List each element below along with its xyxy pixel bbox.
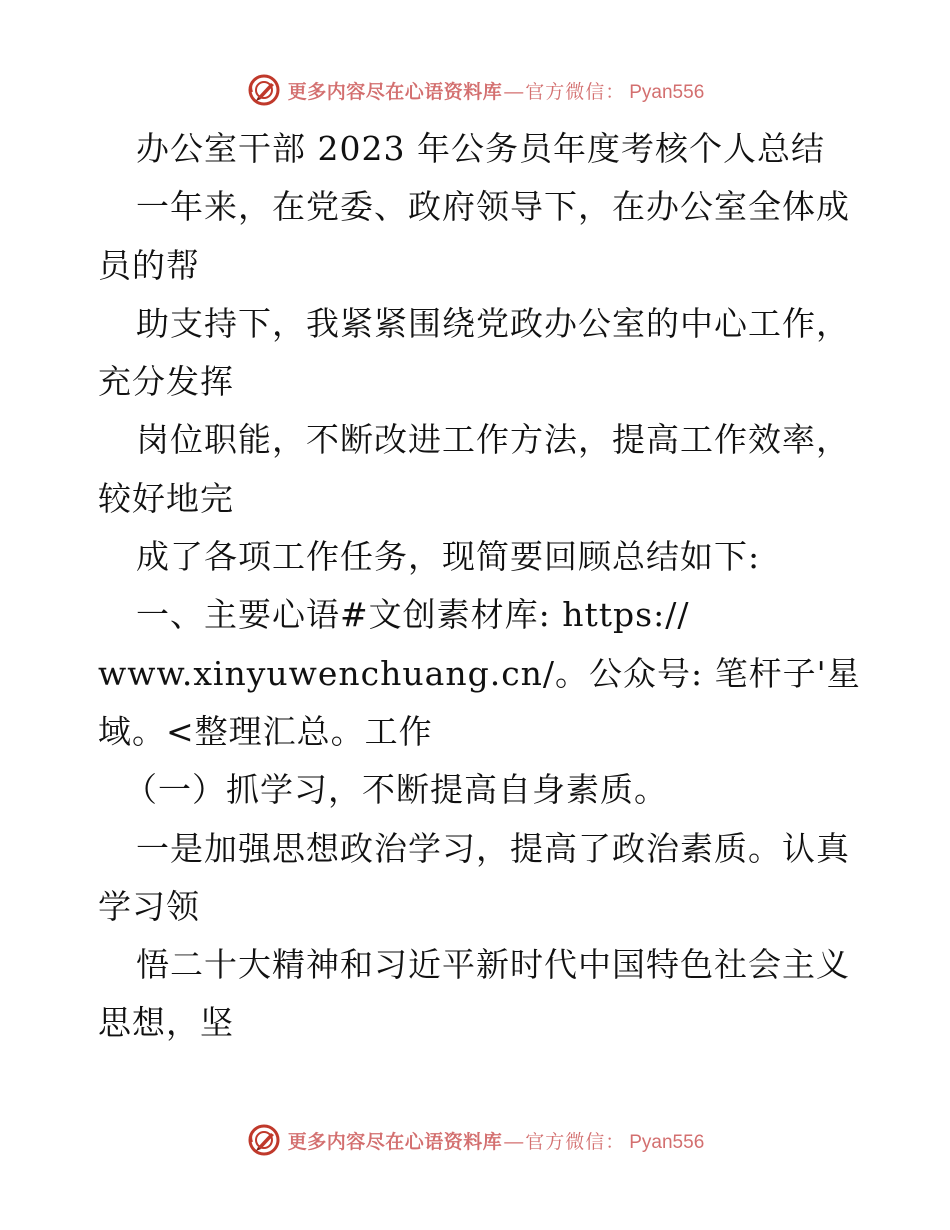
- paragraph-line: 充分发挥: [98, 362, 234, 402]
- paragraph-line: 员的帮: [98, 245, 200, 285]
- header-banner-dash: —: [504, 81, 524, 103]
- footer-banner-dash: —: [504, 1131, 524, 1153]
- paragraph-line: 一年来，在党委、政府领导下，在办公室全体成: [136, 187, 850, 227]
- footer-banner-main-text: 更多内容尽在心语资料库: [287, 1130, 503, 1153]
- paragraph-line: 成了各项工作任务，现简要回顾总结如下:: [136, 537, 761, 577]
- footer-banner-wechat-label: 官方微信：: [525, 1130, 626, 1153]
- paragraph-line: 助支持下，我紧紧围绕党政办公室的中心工作，: [136, 303, 850, 343]
- paragraph-line: 域。<整理汇总。工作: [98, 711, 433, 751]
- document-body: [98, 120, 861, 1053]
- header-banner-main-text: 更多内容尽在心语资料库: [287, 80, 503, 103]
- paragraph-line-url: www.xinyuwenchuang.cn/。公众号: 笔杆子'星: [98, 653, 861, 693]
- footer-banner-wechat-id: Pyan556: [629, 1131, 705, 1153]
- header-banner: [0, 68, 950, 112]
- section-heading-line: 一、主要心语#文创素材库: https://: [136, 595, 690, 635]
- paragraph-line: 一是加强思想政治学习，提高了政治素质。认真: [136, 828, 850, 868]
- paragraph-line: 较好地完: [98, 478, 234, 518]
- subsection-heading: （一）抓学习，不断提高自身素质。: [124, 770, 668, 810]
- pen-nib-circle-logo-icon: [246, 72, 282, 108]
- pen-nib-circle-logo-icon: [246, 1122, 282, 1158]
- paragraph-line: 岗位职能，不断改进工作方法，提高工作效率，: [136, 420, 850, 460]
- paragraph-line: 悟二十大精神和习近平新时代中国特色社会主义: [136, 945, 850, 985]
- paragraph-line: 学习领: [98, 886, 200, 926]
- document-title: 办公室干部 2023 年公务员年度考核个人总结: [136, 129, 825, 168]
- footer-banner-text: [288, 1127, 705, 1154]
- header-banner-wechat-id: Pyan556: [629, 81, 705, 103]
- header-banner-wechat-label: 官方微信：: [525, 80, 626, 103]
- header-banner-text: [288, 77, 705, 104]
- paragraph-line: 思想，坚: [98, 1003, 234, 1043]
- footer-banner: [0, 1118, 950, 1162]
